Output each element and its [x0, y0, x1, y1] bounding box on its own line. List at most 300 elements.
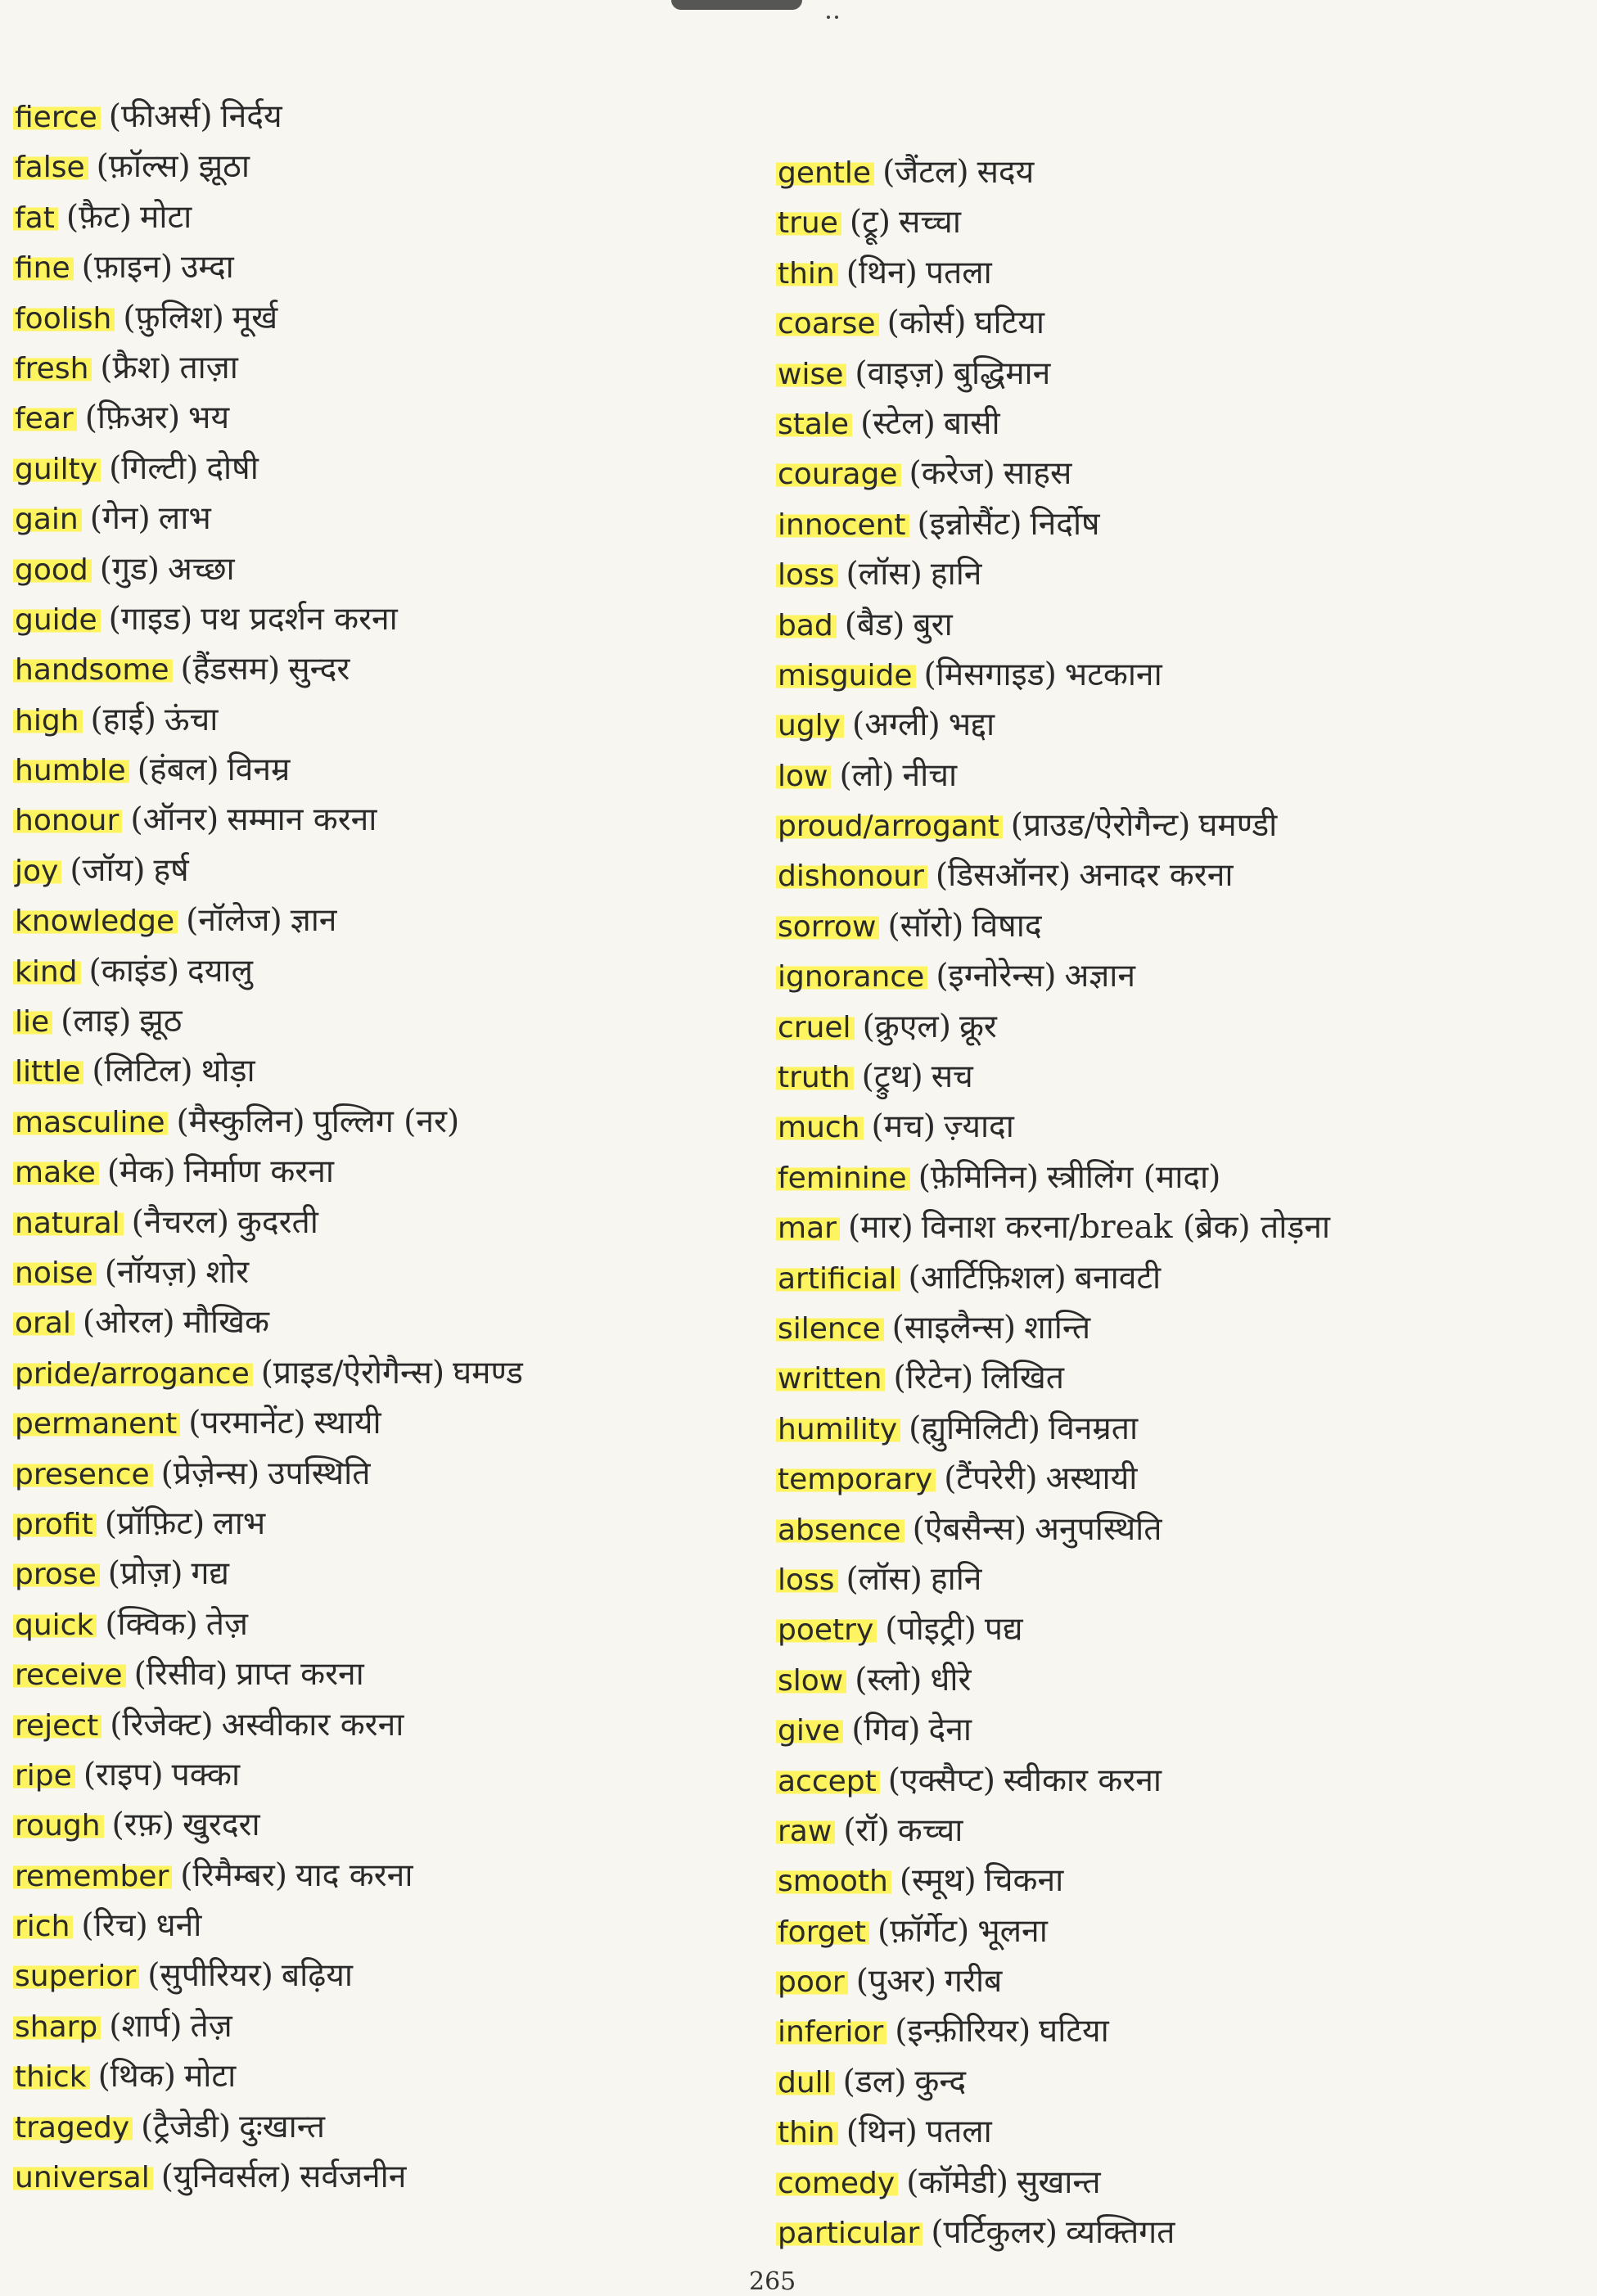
hindi-meaning: क्रूर [959, 1008, 997, 1045]
english-word: good [13, 553, 92, 587]
hindi-meaning: गरीब [945, 1963, 1003, 2001]
pronunciation: (सॉरो) [887, 907, 964, 945]
hindi-meaning: सदय [977, 154, 1035, 191]
pronunciation: (ऑनर) [130, 801, 219, 839]
vocabulary-entry [776, 650, 1578, 700]
english-word: particular [776, 2217, 923, 2250]
vocabulary-entry [13, 2102, 750, 2152]
vocabulary-entry [776, 1253, 1578, 1303]
vocabulary-entry [776, 1052, 1578, 1102]
vocabulary-entry [776, 2158, 1578, 2208]
hindi-meaning: झूठ [139, 1003, 183, 1040]
hindi-meaning: मोटा [183, 2058, 237, 2095]
english-word: make [13, 1156, 99, 1189]
pronunciation: (ट्रैजेडी) [141, 2108, 232, 2145]
pronunciation: (फ़ॉल्स) [96, 148, 191, 186]
pronunciation: (ह्युमिलिटी) [909, 1410, 1040, 1447]
vocabulary-entry [13, 1599, 750, 1649]
hindi-meaning: बासी [943, 404, 1000, 442]
english-word: kind [13, 955, 81, 989]
hindi-meaning: भटकाना [1064, 656, 1162, 693]
english-word: guide [13, 603, 101, 637]
hindi-meaning: स्थायी [314, 1405, 381, 1442]
english-word: thin [776, 2116, 838, 2149]
page-number: 265 [749, 2267, 796, 2296]
english-word: sorrow [776, 910, 879, 944]
pronunciation: (रिच) [81, 1907, 148, 1945]
hindi-meaning: सच [931, 1058, 973, 1096]
hindi-meaning: उम्दा [181, 249, 234, 286]
vocabulary-entry [13, 92, 750, 142]
english-word: presence [13, 1458, 153, 1491]
hindi-meaning: देना [928, 1712, 972, 1749]
pronunciation: (फ़ॉर्गेट) [877, 1912, 970, 1950]
vocabulary-entry [776, 1454, 1578, 1504]
hindi-meaning: हानि [930, 556, 982, 593]
pronunciation: (थिक) [97, 2058, 176, 2095]
english-word: truth [776, 1061, 854, 1094]
hindi-meaning: बुद्धिमान [953, 354, 1051, 392]
pronunciation: (ट्रुथ) [861, 1058, 923, 1096]
english-word: true [776, 206, 841, 240]
pronunciation: (काइंड) [88, 952, 180, 990]
hindi-meaning: थोड़ा [201, 1053, 255, 1090]
english-word: guilty [13, 453, 101, 486]
hindi-meaning: कुन्द [914, 2063, 967, 2100]
pronunciation: (रॉ) [843, 1811, 890, 1849]
hindi-meaning: पथ प्रदर्शन करना [201, 600, 398, 638]
vocabulary-entry [13, 393, 750, 443]
hindi-meaning: लाभ [158, 500, 211, 538]
vocabulary-entry [13, 996, 750, 1046]
hindi-meaning: सच्चा [898, 204, 961, 241]
pronunciation: (लॉस) [846, 1560, 923, 1598]
vocabulary-entry [13, 745, 750, 795]
pronunciation: (कॉमेडी) [906, 2163, 1008, 2201]
english-word: accept [776, 1765, 880, 1798]
english-word: rough [13, 1809, 104, 1843]
hindi-meaning: झूठा [198, 148, 250, 186]
english-word: slow [776, 1664, 846, 1698]
pronunciation: (लिटिल) [92, 1053, 193, 1090]
vocabulary-entry [776, 399, 1578, 449]
vocabulary-entry [776, 1806, 1578, 1856]
pronunciation: (गुड) [99, 550, 160, 588]
hindi-meaning: अस्थायी [1045, 1460, 1138, 1498]
english-word: reject [13, 1709, 102, 1743]
english-word: humble [13, 754, 129, 787]
english-word: raw [776, 1815, 835, 1848]
vocabulary-entry [13, 2051, 750, 2101]
vocabulary-entry [13, 343, 750, 393]
vocabulary-entry [13, 1800, 750, 1850]
pronunciation: (फीअर्स) [108, 98, 213, 135]
hindi-meaning: पुल्लिग (नर) [313, 1103, 460, 1140]
pronunciation: (इग्नोरेन्स) [936, 958, 1057, 995]
vocabulary-entry [776, 1404, 1578, 1454]
english-word: fierce [13, 101, 101, 134]
hindi-meaning: शोर [205, 1253, 250, 1291]
vocabulary-entry [13, 1247, 750, 1297]
pronunciation: (गाइड) [108, 600, 193, 638]
pronunciation: (लो) [839, 756, 895, 794]
english-word: fine [13, 251, 74, 285]
english-word: wise [776, 358, 846, 391]
vocabulary-entry [776, 600, 1578, 650]
hindi-meaning: हर्ष [153, 851, 189, 889]
english-word: lie [13, 1005, 52, 1039]
pronunciation: (क्विक) [105, 1605, 198, 1643]
hindi-meaning: दुःखान्त [239, 2108, 325, 2145]
hindi-meaning: हानि [930, 1560, 982, 1598]
english-word: mar [776, 1211, 840, 1245]
vocabulary-entry [776, 700, 1578, 750]
pronunciation: (साइलैन्स) [891, 1309, 1017, 1346]
vocabulary-entry [776, 1756, 1578, 1806]
pronunciation: (रफ़) [111, 1807, 174, 1844]
english-word: quick [13, 1608, 97, 1642]
hindi-meaning: घमण्डी [1198, 807, 1278, 845]
english-word: much [776, 1111, 864, 1144]
pronunciation: (गिल्टी) [109, 449, 199, 487]
pronunciation: (गेन) [89, 500, 151, 538]
english-word: foolish [13, 302, 115, 336]
english-word: innocent [776, 508, 909, 542]
pronunciation: (रिटेन) [893, 1360, 974, 1397]
pronunciation: (थिन) [846, 2113, 918, 2151]
vocabulary-entry [776, 1202, 1578, 1252]
hindi-meaning: निर्माण करना [183, 1153, 334, 1191]
hindi-meaning: खुरदरा [182, 1807, 260, 1844]
pronunciation: (प्रॉफ़िट) [104, 1504, 205, 1542]
hindi-meaning: विनम्रता [1049, 1410, 1139, 1447]
hindi-meaning: स्त्रीलिंग (मादा) [1047, 1158, 1221, 1196]
vocabulary-entry [776, 1504, 1578, 1554]
english-word: ripe [13, 1759, 75, 1793]
hindi-meaning: बढ़िया [281, 1957, 353, 1995]
pronunciation: (अग्ली) [851, 706, 941, 744]
english-word: masculine [13, 1106, 168, 1139]
english-word: dishonour [776, 859, 927, 893]
english-word: natural [13, 1207, 124, 1240]
hindi-meaning: कच्चा [897, 1811, 963, 1849]
pronunciation: (पुअर) [855, 1963, 937, 2001]
vocabulary-entry [13, 293, 750, 343]
hindi-meaning: धनी [156, 1907, 202, 1945]
pronunciation: (मैस्कुलिन) [176, 1103, 305, 1140]
pronunciation: (हाई) [90, 701, 156, 738]
vocabulary-entry [13, 2001, 750, 2051]
scan-smudge [671, 0, 802, 10]
hindi-meaning: पतला [925, 2113, 992, 2151]
vocabulary-entry [776, 1153, 1578, 1202]
english-word: pride/arrogance [13, 1357, 253, 1391]
vocabulary-entry [13, 192, 750, 242]
hindi-meaning: प्राप्त करना [236, 1656, 364, 1694]
hindi-meaning: मौखिक [183, 1304, 270, 1342]
english-word: tragedy [13, 2111, 133, 2145]
vocabulary-entry [776, 1956, 1578, 2006]
english-word: remember [13, 1860, 172, 1893]
vocabulary-entry [776, 801, 1578, 850]
vocabulary-entry [776, 1604, 1578, 1654]
hindi-meaning: अस्वीकार करना [221, 1706, 404, 1743]
pronunciation: (इन्नोसैंट) [917, 505, 1022, 543]
hindi-meaning: भद्दा [948, 706, 995, 744]
pronunciation: (टैंपरेरी) [944, 1460, 1038, 1498]
hindi-meaning: धीरे [930, 1661, 972, 1698]
english-word: gentle [776, 156, 874, 190]
english-word: comedy [776, 2167, 898, 2200]
vocabulary-entry [776, 901, 1578, 951]
hindi-meaning: ज्ञान [290, 902, 337, 940]
pronunciation: (प्राउड/ऐरोगैन्ट) [1010, 807, 1191, 845]
english-word: knowledge [13, 904, 178, 938]
vocabulary-entry [13, 1499, 750, 1549]
english-word: stale [776, 408, 852, 441]
english-word: thin [776, 257, 838, 291]
english-word: cruel [776, 1011, 855, 1044]
hindi-meaning: अनुपस्थिति [1035, 1510, 1162, 1548]
hindi-meaning: विनाश करना/break (ब्रेक) तोड़ना [921, 1209, 1330, 1247]
hindi-meaning: लाभ [213, 1504, 266, 1542]
vocabulary-entry [13, 1851, 750, 1901]
vocabulary-entry [13, 946, 750, 996]
hindi-meaning: गद्य [191, 1555, 229, 1593]
english-word: absence [776, 1513, 905, 1547]
pronunciation: (वाइज़) [855, 354, 945, 392]
pronunciation: (प्रोज़) [107, 1555, 183, 1593]
hindi-meaning: याद करना [295, 1856, 413, 1894]
hindi-meaning: घटिया [1039, 2013, 1109, 2050]
english-word: handsome [13, 653, 173, 687]
english-word: give [776, 1714, 843, 1748]
english-word: silence [776, 1312, 884, 1346]
english-word: smooth [776, 1865, 891, 1898]
hindi-meaning: पद्य [984, 1611, 1023, 1649]
pronunciation: (पर्टिकुलर) [931, 2214, 1058, 2252]
pronunciation: (जॉय) [70, 851, 146, 889]
pronunciation: (स्टेल) [860, 404, 936, 442]
hindi-meaning: साहस [1003, 455, 1072, 493]
pronunciation: (युनिवर्सल) [160, 2158, 292, 2196]
pronunciation: (थिन) [846, 254, 918, 291]
english-word: fresh [13, 352, 92, 386]
pronunciation: (लाइ) [61, 1003, 132, 1040]
vocabulary-entry [776, 1554, 1578, 1604]
hindi-meaning: सुन्दर [288, 651, 350, 688]
pronunciation: (बैड) [844, 606, 905, 643]
english-word: temporary [776, 1463, 936, 1496]
hindi-meaning: पक्का [171, 1756, 241, 1793]
vocabulary-entry [13, 2152, 750, 2202]
vocabulary-entry [776, 1102, 1578, 1152]
hindi-meaning: स्वीकार करना [1004, 1761, 1162, 1799]
hindi-meaning: सम्मान करना [227, 801, 377, 839]
pronunciation: (गिव) [851, 1712, 921, 1749]
english-word: profit [13, 1508, 97, 1541]
english-word: humility [776, 1413, 900, 1446]
vocabulary-entry [13, 1097, 750, 1147]
hindi-meaning: ऊंचा [164, 701, 219, 738]
pronunciation: (मार) [847, 1209, 914, 1247]
hindi-meaning: भूलना [977, 1912, 1048, 1950]
vocabulary-entry [13, 1046, 750, 1096]
english-word: prose [13, 1558, 100, 1591]
vocabulary-entry [13, 695, 750, 745]
english-word: loss [776, 1563, 838, 1597]
pronunciation: (इन्फ़ीरियर) [895, 2013, 1031, 2050]
vocabulary-entry [776, 1655, 1578, 1705]
hindi-meaning: सर्वजनीन [300, 2158, 407, 2196]
pronunciation: (नैचरल) [131, 1203, 229, 1241]
vocabulary-entry [776, 1705, 1578, 1755]
pronunciation: (डल) [842, 2063, 907, 2100]
pronunciation: (फ्रैश) [100, 349, 172, 386]
vocabulary-entry [13, 444, 750, 494]
vocabulary-entry [13, 142, 750, 192]
english-word: fat [13, 201, 58, 235]
vocabulary-entry [776, 1353, 1578, 1403]
hindi-meaning: अनादर करना [1079, 857, 1234, 895]
hindi-meaning: अज्ञान [1064, 958, 1136, 995]
hindi-meaning: विनम्र [227, 751, 291, 789]
vocabulary-entry [776, 2208, 1578, 2258]
hindi-meaning: चिकना [984, 1862, 1064, 1900]
pronunciation: (स्मूथ) [899, 1862, 977, 1900]
pronunciation: (फ़ैट) [65, 198, 133, 236]
vocabulary-entry [776, 1906, 1578, 1956]
hindi-meaning: निर्दय [220, 98, 282, 135]
pronunciation: (आर्टिफ़िशल) [908, 1259, 1067, 1297]
english-word: universal [13, 2161, 153, 2195]
vocabulary-entry [13, 1297, 750, 1347]
vocabulary-entry [13, 1147, 750, 1197]
pronunciation: (एक्सैप्ट) [887, 1761, 996, 1799]
hindi-meaning: घटिया [974, 304, 1044, 342]
english-word: honour [13, 804, 122, 837]
pronunciation: (मिसगाइड) [923, 656, 1057, 693]
vocabulary-entry [13, 846, 750, 895]
pronunciation: (रिसीव) [133, 1656, 228, 1694]
english-word: bad [776, 609, 837, 643]
vocabulary-entry [776, 751, 1578, 801]
vocabulary-entry [13, 1951, 750, 2001]
vocabulary-entry [13, 895, 750, 945]
pronunciation: (ऐबसैन्स) [912, 1510, 1027, 1548]
pronunciation: (पोइट्री) [885, 1611, 977, 1649]
english-word: poetry [776, 1613, 877, 1647]
vocabulary-entry [776, 1002, 1578, 1052]
vocabulary-entry [13, 242, 750, 292]
right-word-list [776, 147, 1578, 2258]
hindi-meaning: पतला [925, 254, 992, 291]
english-word: false [13, 151, 88, 184]
english-word: joy [13, 855, 61, 888]
vocabulary-entry [776, 248, 1578, 298]
hindi-meaning: तेज़ [205, 1605, 248, 1643]
pronunciation: (क्रुएल) [862, 1008, 951, 1045]
pronunciation: (रिजेक्ट) [110, 1706, 214, 1743]
hindi-meaning: निर्दोष [1030, 505, 1100, 543]
vocabulary-entry [776, 1303, 1578, 1353]
pronunciation: (करेज) [909, 455, 995, 493]
pronunciation: (स्लो) [855, 1661, 923, 1698]
hindi-meaning: अच्छा [168, 550, 235, 588]
pronunciation: (मच) [871, 1108, 936, 1146]
pronunciation: (फ़ुलिश) [123, 299, 224, 336]
vocabulary-entry [13, 1348, 750, 1398]
hindi-meaning: लिखित [981, 1360, 1065, 1397]
hindi-meaning: शान्ति [1024, 1309, 1091, 1346]
hindi-meaning: दयालु [187, 952, 253, 990]
vocabulary-entry [13, 594, 750, 644]
vocabulary-entry [13, 1398, 750, 1448]
vocabulary-entry [776, 2057, 1578, 2107]
english-word: forget [776, 1915, 869, 1949]
hindi-meaning: घमण्ड [453, 1354, 523, 1392]
english-word: permanent [13, 1407, 180, 1441]
vocabulary-entry [13, 644, 750, 694]
pronunciation: (नॉलेज) [186, 902, 282, 940]
pronunciation: (फ़ेमिनिन) [918, 1158, 1040, 1196]
english-word: courage [776, 458, 901, 491]
pronunciation: (फ़ाइन) [81, 249, 174, 286]
english-word: loss [776, 558, 838, 592]
hindi-meaning: मूर्ख [232, 299, 278, 336]
vocabulary-entry [776, 2006, 1578, 2056]
vocabulary-entry [13, 795, 750, 845]
english-word: noise [13, 1256, 97, 1290]
pronunciation: (नॉयज़) [104, 1253, 198, 1291]
vocabulary-entry [776, 197, 1578, 247]
english-word: fear [13, 402, 77, 435]
vocabulary-entry [776, 499, 1578, 549]
english-word: high [13, 704, 83, 738]
vocabulary-entry [776, 147, 1578, 197]
english-word: inferior [776, 2015, 886, 2049]
english-word: feminine [776, 1162, 910, 1195]
english-word: oral [13, 1306, 74, 1340]
hindi-meaning: ज़्यादा [944, 1108, 1014, 1146]
vocabulary-entry [776, 549, 1578, 599]
hindi-meaning: मोटा [140, 198, 192, 236]
pronunciation: (जैंटल) [882, 154, 969, 191]
hindi-meaning: विषाद [972, 907, 1042, 945]
pronunciation: (लॉस) [846, 556, 923, 593]
vocabulary-entry [13, 1198, 750, 1247]
pronunciation: (हंबल) [137, 751, 219, 789]
pronunciation: (फ़िअर) [84, 399, 181, 437]
pronunciation: (ट्रू) [849, 204, 891, 241]
english-word: sharp [13, 2010, 101, 2044]
pronunciation: (सुपीरियर) [147, 1957, 273, 1995]
pronunciation: (परमानेंट) [188, 1405, 306, 1442]
vocabulary-entry [13, 1700, 750, 1750]
vocabulary-entry [13, 1449, 750, 1499]
english-word: dull [776, 2066, 835, 2100]
pronunciation: (शार्प) [109, 2007, 183, 2045]
english-word: coarse [776, 307, 879, 341]
pronunciation: (हैंडसम) [180, 651, 281, 688]
english-word: poor [776, 1965, 848, 1999]
hindi-meaning: कुदरती [237, 1203, 318, 1241]
vocabulary-entry [13, 1649, 750, 1699]
vocabulary-entry [13, 544, 750, 594]
english-word: ignorance [776, 960, 927, 994]
vocabulary-entry [13, 1549, 750, 1599]
vocabulary-entry [776, 2107, 1578, 2157]
